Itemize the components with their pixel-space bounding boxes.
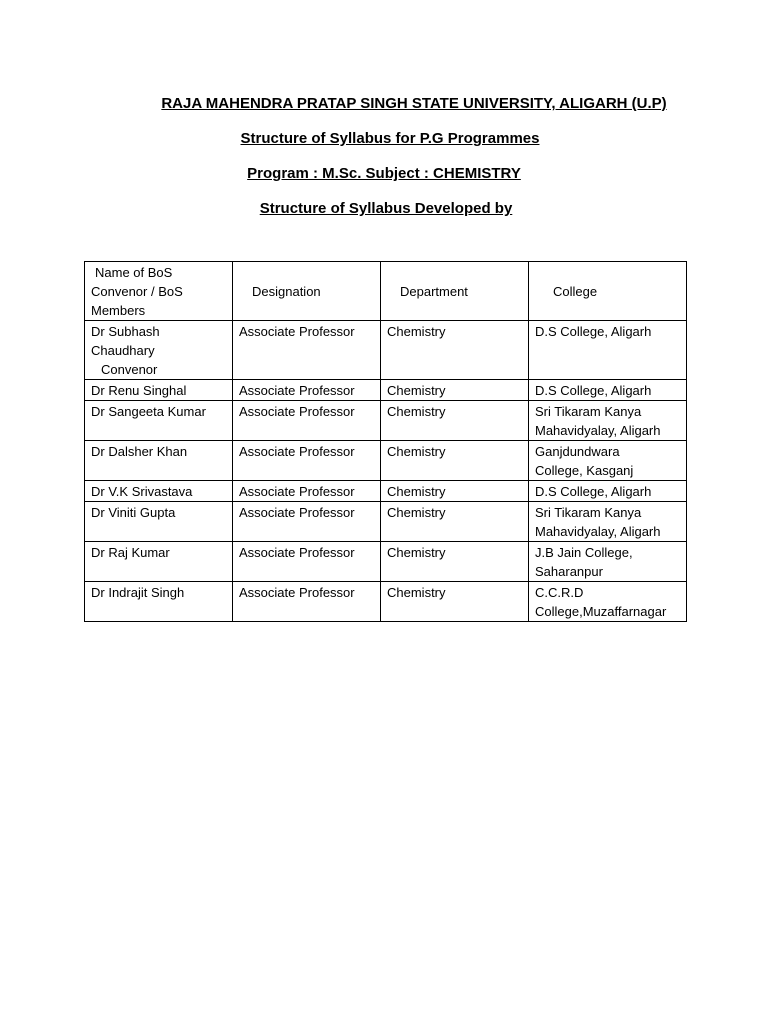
member-name-cell — [85, 401, 233, 441]
header-name-line: Members — [91, 303, 146, 318]
member-name-line: Dr Dalsher Khan — [91, 444, 188, 459]
college-line: College, Kasganj — [535, 463, 634, 478]
member-name-cell — [85, 582, 233, 622]
department-cell: Chemistry — [381, 321, 529, 380]
member-name-line: Dr Sangeeta Kumar — [91, 404, 206, 419]
table-row — [85, 481, 687, 502]
department-cell: Chemistry — [381, 441, 529, 481]
college-line: Sri Tikaram Kanya — [535, 505, 642, 520]
member-name-line: Dr Indrajit Singh — [91, 585, 185, 600]
college-cell — [529, 481, 687, 502]
college-line: D.S College, Aligarh — [535, 324, 652, 339]
college-cell — [529, 441, 687, 481]
table-row — [85, 502, 687, 542]
department-cell: Chemistry — [381, 502, 529, 542]
university-title: RAJA MAHENDRA PRATAP SINGH STATE UNIVERSITY, ALIGARH (U.P) — [161, 95, 667, 112]
designation-cell: Associate Professor — [233, 321, 381, 380]
member-name-cell — [85, 441, 233, 481]
department-cell: Chemistry — [381, 481, 529, 502]
college-cell — [529, 502, 687, 542]
college-line: D.S College, Aligarh — [535, 484, 652, 499]
member-name-cell — [85, 542, 233, 582]
college-line: J.B Jain College, — [535, 545, 633, 560]
member-name-line: Dr Renu Singhal — [91, 383, 187, 398]
designation-cell: Associate Professor — [233, 380, 381, 401]
designation-cell: Associate Professor — [233, 542, 381, 582]
department-cell: Chemistry — [381, 380, 529, 401]
college-line: Ganjdundwara — [535, 444, 620, 459]
member-name-cell — [85, 380, 233, 401]
member-name-cell — [85, 321, 233, 380]
header-designation: Designation — [233, 262, 381, 321]
designation-cell: Associate Professor — [233, 481, 381, 502]
table-header-row — [85, 262, 687, 321]
member-name-cell — [85, 481, 233, 502]
college-line: D.S College, Aligarh — [535, 383, 652, 398]
header-department: Department — [381, 262, 529, 321]
college-line: Mahavidyalay, Aligarh — [535, 524, 661, 539]
college-cell — [529, 380, 687, 401]
department-cell: Chemistry — [381, 542, 529, 582]
member-name-line: Convenor — [101, 362, 158, 377]
program-subject-heading: Program : M.Sc. Subject : CHEMISTRY — [247, 165, 521, 182]
college-line: Sri Tikaram Kanya — [535, 404, 642, 419]
member-name-line: Chaudhary — [91, 343, 155, 358]
table-body — [85, 321, 687, 622]
college-line: Mahavidyalay, Aligarh — [535, 423, 661, 438]
college-line: Saharanpur — [535, 564, 603, 579]
college-cell — [529, 542, 687, 582]
member-name-cell — [85, 502, 233, 542]
college-line: C.C.R.D — [535, 585, 584, 600]
college-line: College,Muzaffarnagar — [535, 604, 667, 619]
member-name-line: Dr Subhash — [91, 324, 160, 339]
syllabus-structure-heading: Structure of Syllabus for P.G Programmes — [240, 130, 540, 147]
header-name — [85, 262, 233, 321]
header-name-line: Convenor / BoS — [91, 284, 183, 299]
designation-cell: Associate Professor — [233, 582, 381, 622]
designation-cell: Associate Professor — [233, 441, 381, 481]
table-row — [85, 380, 687, 401]
college-cell — [529, 582, 687, 622]
member-name-line: Dr V.K Srivastava — [91, 484, 193, 499]
table-row — [85, 401, 687, 441]
department-cell: Chemistry — [381, 582, 529, 622]
table-row — [85, 542, 687, 582]
header-college: College — [529, 262, 687, 321]
member-name-line: Dr Raj Kumar — [91, 545, 170, 560]
table-row — [85, 582, 687, 622]
header-name-line: Name of BoS — [95, 265, 173, 280]
designation-cell: Associate Professor — [233, 401, 381, 441]
developed-by-heading: Structure of Syllabus Developed by — [259, 200, 513, 217]
bos-members-table — [84, 261, 687, 622]
college-cell — [529, 321, 687, 380]
table-row — [85, 441, 687, 481]
table-row — [85, 321, 687, 380]
college-cell — [529, 401, 687, 441]
designation-cell: Associate Professor — [233, 502, 381, 542]
department-cell: Chemistry — [381, 401, 529, 441]
member-name-line: Dr Viniti Gupta — [91, 505, 176, 520]
